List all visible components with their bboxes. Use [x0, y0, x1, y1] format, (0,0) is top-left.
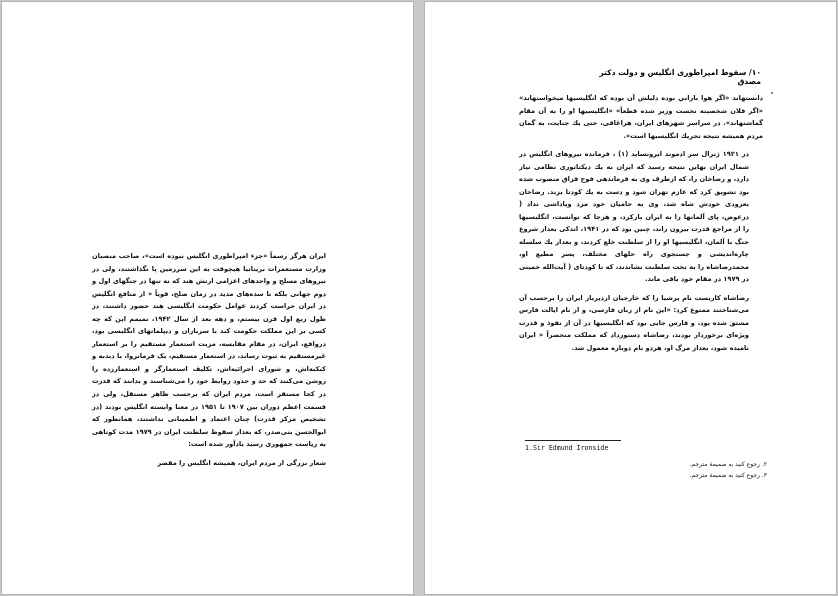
right-page [424, 1, 837, 595]
page-mark [771, 92, 773, 94]
left-page-quote: شعار بزرگی از مردم ایران، همیشه انگلیس را مقصر [157, 458, 326, 467]
paragraph-persia-name: رضاشاه کاریست نام پرشیا را که خارجیان ازدیرباز ایران را برحسب آن می‌شناختند ممنوع کرد: «این نام از زبان فارسی، و از نام ایالت فارس مشتق شده بود، و فارس جایی بود که انگلیسیها در آن از نفوذ و قدرت ویژه‌ای برخوردار بودند، رضاشاه دستورداد که مملکت منحصراً « ایران نامیده شود، بعداز مرگ او، هردو نام دوباره معمول شد. [519, 293, 749, 352]
footnote-english: 1.Sir Edmund Ironside [525, 444, 609, 452]
left-page-paragraph: ایران هرگز رسماً «جزء امپراطوری انگلیس نبوده است»، صاحب منصبان وزارت مستعمرات بریتانیا هیچوقت به این سرزمین پا نگذاشتند، ولی در نیروهای مسلح و واحدهای اعزامی ارتش هند که نه تنها در جنگهای اول و دوم جهانی بلکه تا سده‌های مدید در زمان صلح، قویاً « از منافع انگلیس در ایران حراست کردند عوامل حکومت انگلیسی هند حضور داشتند، در طول ربع اول قرن بیستم، و دهه بعد از سال ۱۹۴۲، تمیمم این که چه کسی بر این مملکت حکومت کند با سربازان و دیپلماتهای انگلیسی بود، درواقع، ایران، در مقام مقایسه، مزیت استعمار مستقیم را بر استعمار غیرمستقیم به ثبوت رساند، در استعمار مستقیم، یک فرمانروا، با دبدبه و کبکبه‌اش، و شورای اجرائیه‌اش، تکلیف استعمارگر و استعمارزده را روشن می‌کنند که حد و حدود روابط خود را می‌شناسند و بدانند که قدرت در کجا مستقر است، مردم ایران که برحسب ظاهر مستقل، ولی در قسمت اعظم دوران بین ۱۹۰۷ تا ۱۹۵۱ در معنا وابسته انگلیس بودند (در تشخیص مرکز قدرت) چنان اعتماد و اطمینانی نداشتند، همانطور که ابوالحسن بنی‌صدر، که بعداز سقوط سلطنت ایران در ۱۹۷۹ مدت کوتاهی به ریاست جمهوری رسید یادآور شده است: [92, 252, 327, 449]
left-page [1, 1, 414, 595]
footnotes-persian [651, 459, 767, 481]
left-page-body [92, 250, 326, 469]
footnote-item: ۳. رجوع کنید به ضمیمهٔ مترجم. [689, 472, 767, 479]
footnote-rule [525, 440, 621, 441]
intro-paragraph: دانستهاند «اگر هوا باراني بوده دليلش آن بوده كه انگليسيها میخواستهاند» «اگر فلان شخصيته نخست وزير شده قطعاً» «انگليسيها او را به آن مقام گماشتهاند». در سراسر شهرهای ايران، هراغاقی، حتی يك جنايت، به گمان مردم همیشه نتيجه تحريك انگليسيها است». [519, 94, 763, 140]
running-header: ۱۰/ سقوط امپراطوری انگلیس و دولت دکتر مصدق [599, 68, 761, 86]
footnote-item: ۲. رجوع کنید به ضمیمهٔ مترجم. [689, 461, 767, 468]
paragraph-ironside: در ۱۹۲۱ ژنرال سر ادموند ایرونساید (۱) ، فرمانده نیروهای انگلیس در شمال ایران بهاین نتیجه رسید که ایران به یك دیکتاتوری نظامی نیاز دارد، و رضاخان را، که ازطرف وی به فرماندهی فوج قزاق منصوب شده بود تشویق کرد که عازم تهران شود و دست به یك کودتا بزند. رضاخان بعزودی خودش شاه شد، وی به حامیان خود مزد وپاداشی نداد ( درعوض، پای آلمانها را به ایران بازکرد، و هرجا که توانست، انگلیسیها را از مراجع قدرت بیرون راند، چنین بود که در ۱۹۴۱، اندکی بعداز شروع جنگ با آلمان، انگلیسیها او را از سلطنت خلع کردند، و بعداز یك سلسله چاره‌اندیشی و جستجوی راه حلهای مختلف، پسر مطیع او، محمدرضاشاه را به تخت سلطنت نشاندند، که تا کودتای ( آیت‌الله خمینی در ۱۹۷۹ در مقام خود باقی ماند. [518, 150, 750, 283]
right-page-body [519, 92, 763, 355]
